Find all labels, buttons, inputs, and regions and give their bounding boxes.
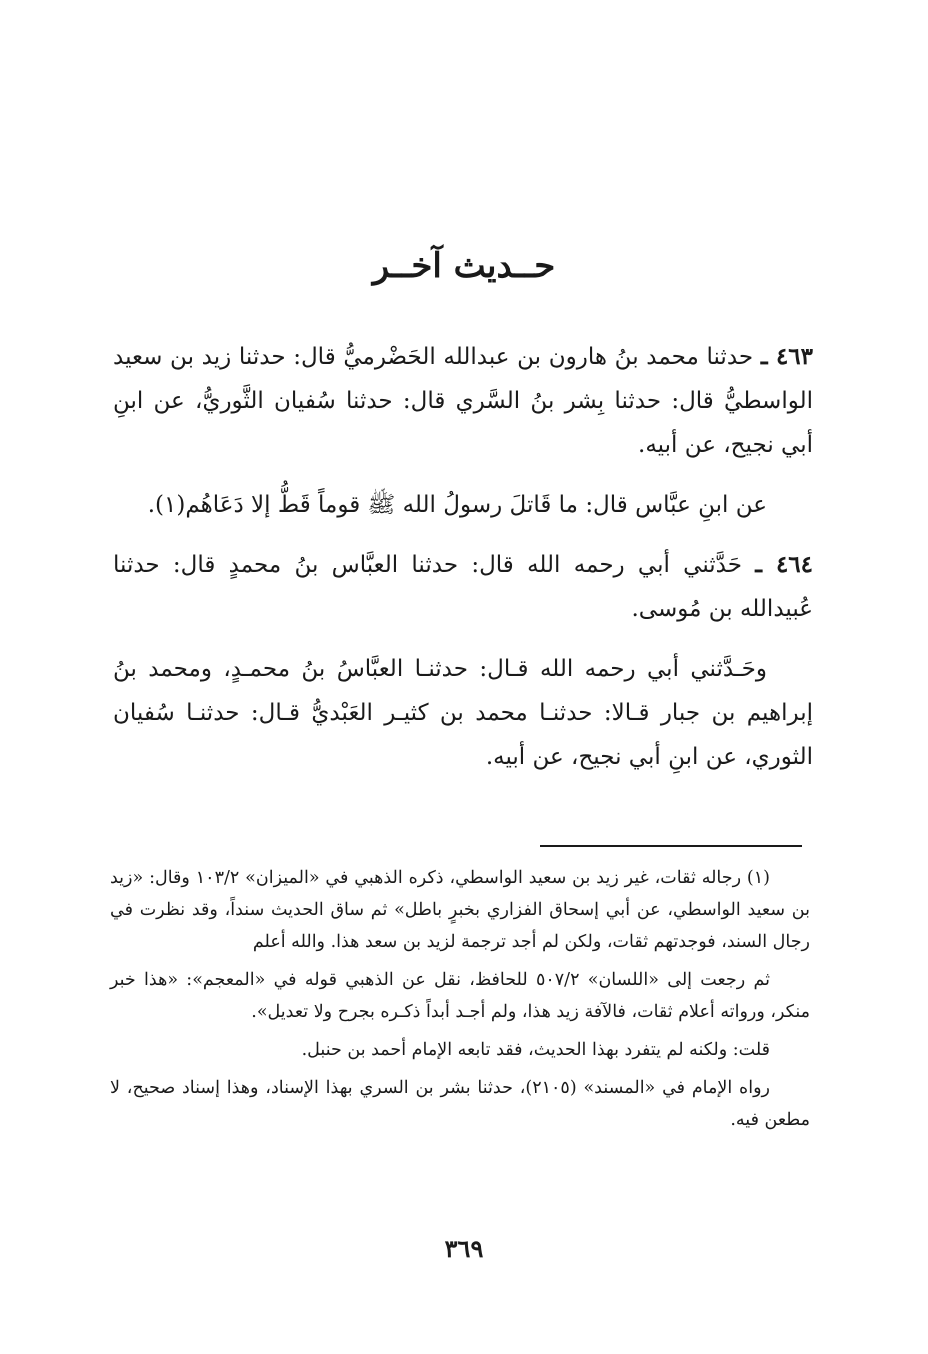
hadith-463-matn — [113, 483, 813, 527]
footnote-continuation: رواه الإمام في «المسند» (٢١٠٥)، حدثنا بشر بن السري بهذا الإسناد، وهذا إسناد صحيح، لا مطعن فيه. — [110, 1078, 810, 1130]
hadith-464 — [113, 543, 813, 631]
hadith-text: حَدَّثني أبي رحمه الله قال: حدثنا العبَّاس بنُ محمدٍ قال: حدثنا عُبيدالله بن مُوسى. — [113, 552, 813, 622]
hadith-464-chain — [113, 647, 813, 779]
hadith-463 — [113, 335, 813, 467]
footnote-1: (١) رجاله ثقات، غير زيد بن سعيد الواسطي، ذكره الذهبي في «الميزان» ١٠٣/٢ وقال: «زيد بن سعيد الواسطي، عن أبي إسحاق الفزاري بخبرٍ باطل» ثم ساق الحديث سنداً، وقد نظرت في رجال السند، فوجدتهم ثقات، ولكن لم أجد ترجمة لزيد بن سعد هذا. والله أعلم — [110, 868, 810, 952]
footnotes — [110, 862, 810, 1142]
hadith-text: حدثنا محمد بنُ هارون بن عبدالله الحَضْرميُّ قال: حدثنا زيد بن سعيد الواسطيُّ قال: حدثنا بِشر بنُ السَّري قال: حدثنا سُفيان الثَّوريُّ، عن ابنِ أبي نجيح، عن أبيه. — [113, 344, 813, 458]
hadith-number: ٤٦٤ ـ — [755, 551, 814, 578]
hadith-text: عن ابنِ عبَّاس قال: ما قَاتلَ رسولُ الله ﷺ قوماً قَطُّ إلا دَعَاهُم(١). — [147, 492, 767, 518]
footnote-continuation: قلت: ولكنه لم يتفرد بهذا الحديث، فقد تابعه الإمام أحمد بن حنبل. — [301, 1040, 770, 1060]
footnote-continuation: ثم رجعت إلى «اللسان» ٥٠٧/٢ للحافظ، نقل عن الذهبي قوله في «المعجم»: «هذا خبر منكر، ورواته أعلام ثقات، فالآفة زيد هذا، ولم أجـد أبداً ذكـره بجرح ولا تعديل». — [110, 970, 810, 1022]
page-number: ٣٦٩ — [444, 1234, 484, 1263]
main-text — [113, 335, 813, 795]
hadith-number: ٤٦٣ ـ — [760, 343, 813, 370]
footnote-separator — [540, 845, 802, 847]
hadith-text: وحَـدَّثني أبي رحمه الله قـال: حدثنـا العبَّاسُ بنُ محمـدٍ، ومحمد بنُ إبراهيم بن جبار قـالا: حدثنـا محمد بن كثيـر العَبْديُّ قـال: حدثنـا سُفيان الثوري، عن ابنِ أبي نجيح، عن أبيه. — [113, 656, 813, 770]
section-title: حــديث آخــر — [372, 246, 556, 286]
